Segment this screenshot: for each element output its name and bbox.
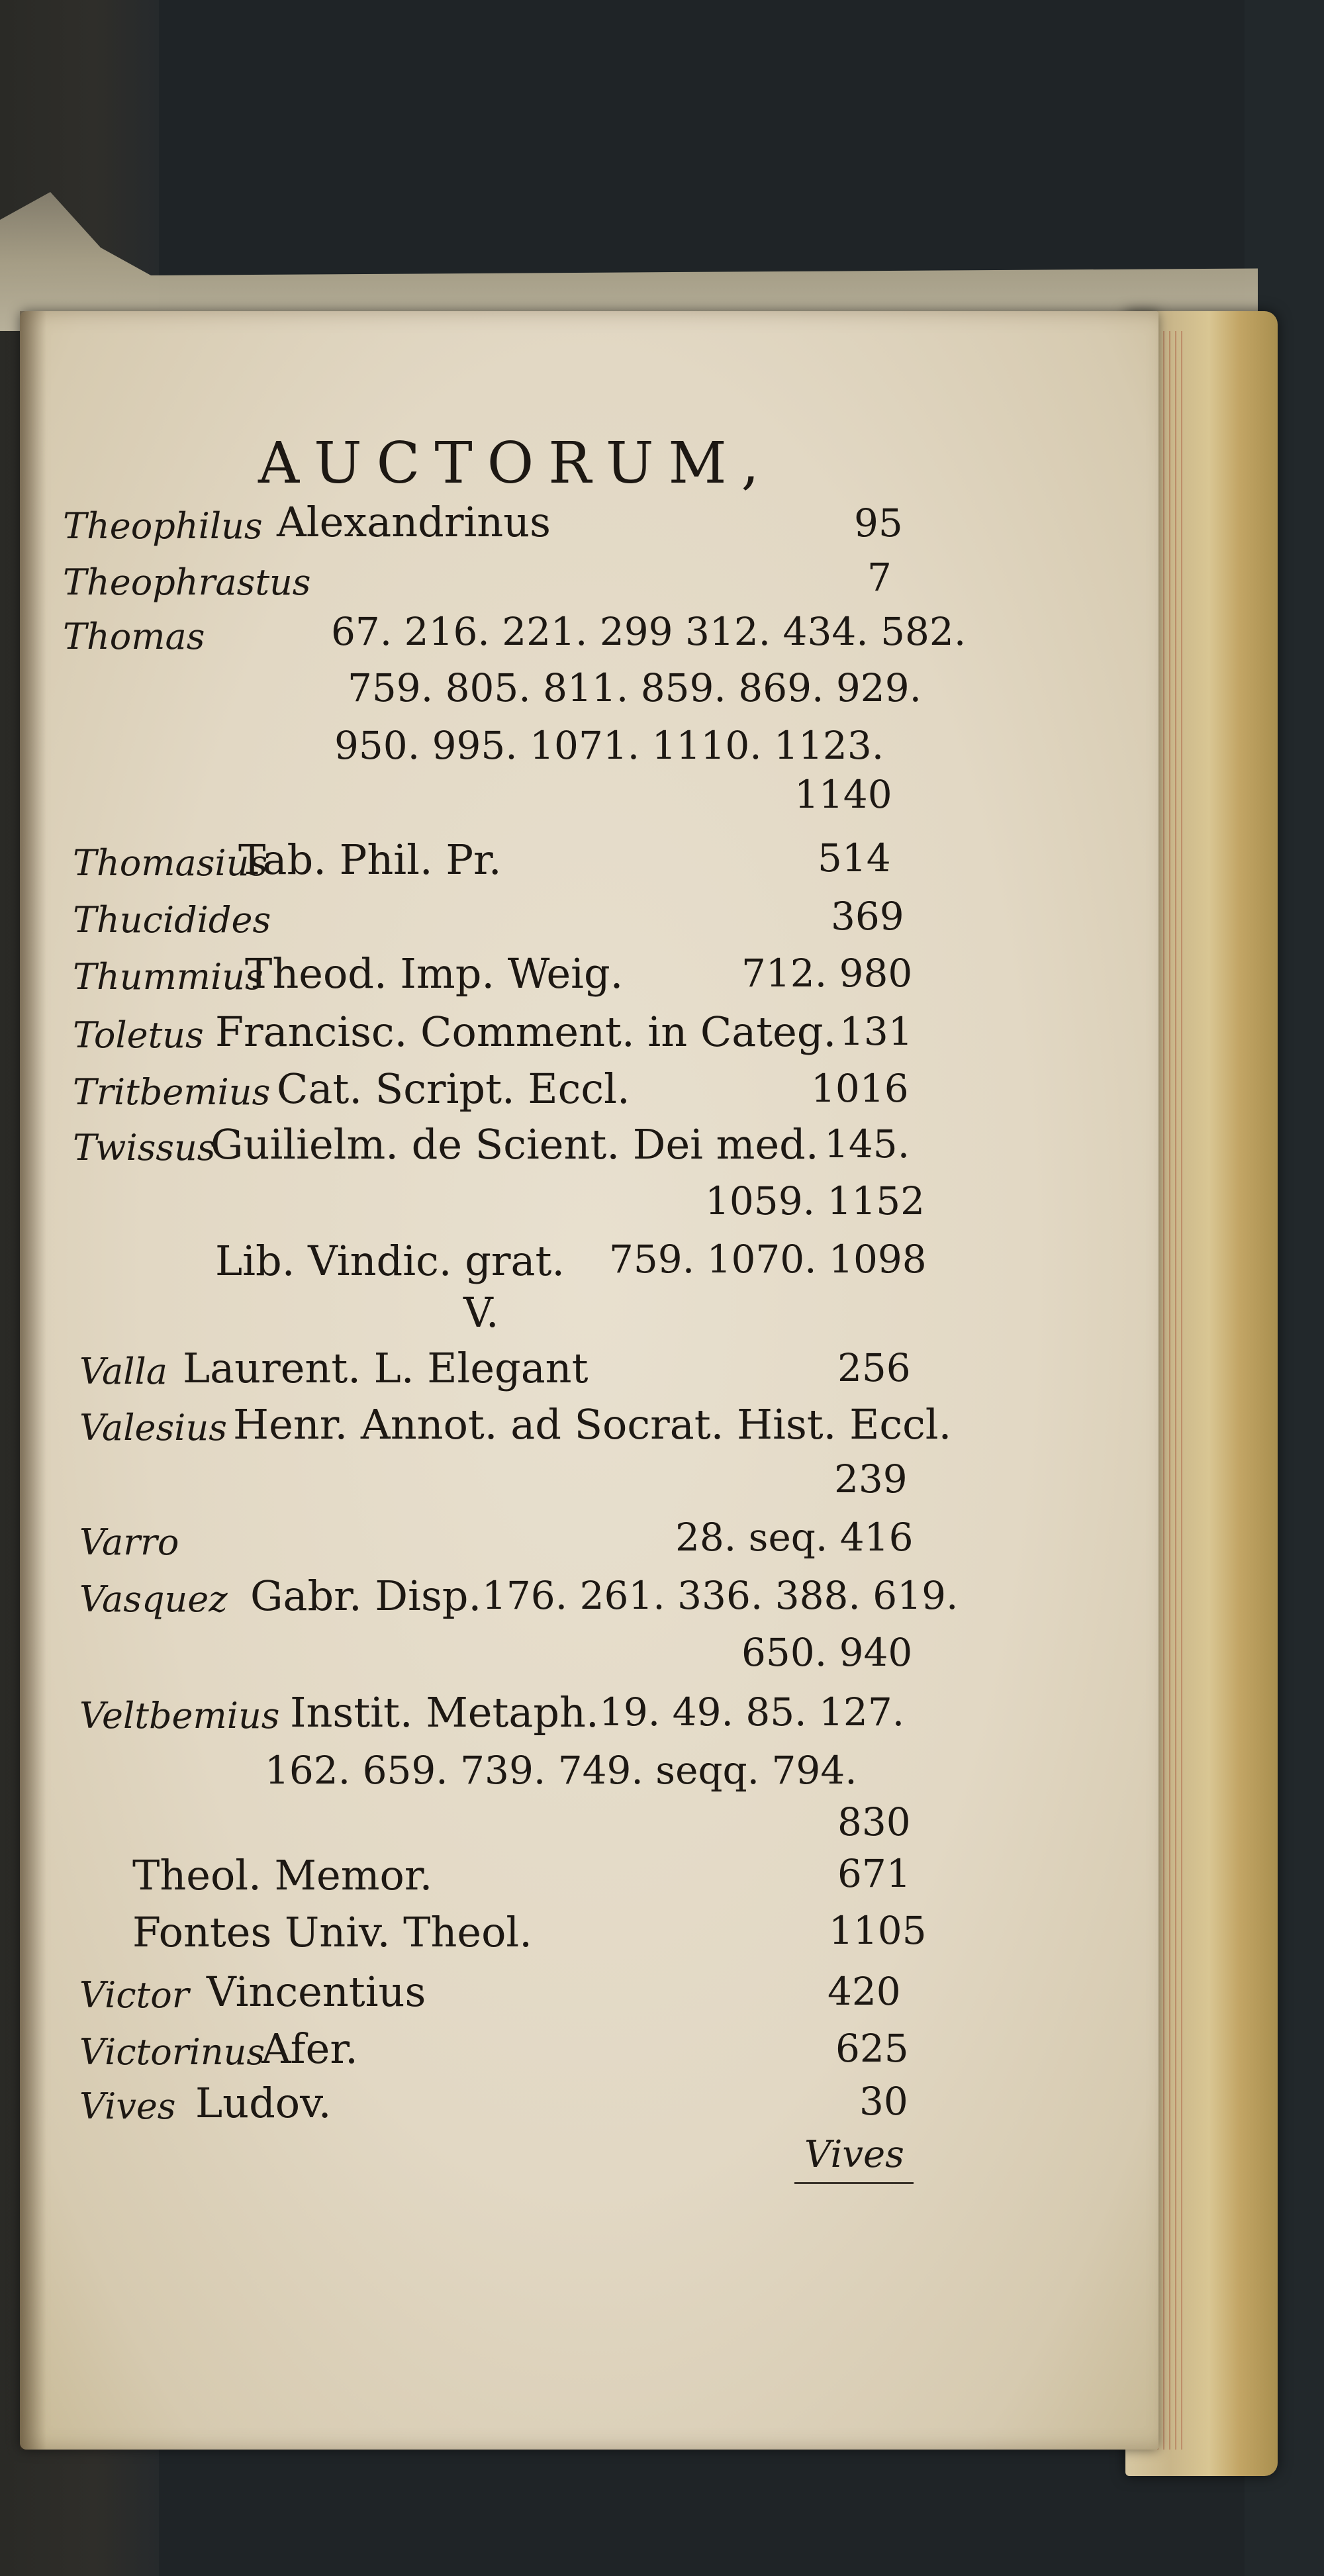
page-references: 162. 659. 739. 749. seqq. 794. xyxy=(265,1748,857,1793)
page-references: 759. 1070. 1098 xyxy=(609,1237,927,1282)
page-references: 67. 216. 221. 299 312. 434. 582. xyxy=(331,609,967,654)
page-references: 131 xyxy=(839,1009,913,1054)
page-references: 30 xyxy=(859,2079,908,2124)
author-description: Fontes Univ. Theol. xyxy=(132,1908,532,1956)
catchword: Vives xyxy=(804,2133,904,2176)
author-name: Vives xyxy=(79,2085,176,2127)
author-name: Toletus xyxy=(73,1014,204,1056)
author-description: Instit. Metaph. xyxy=(290,1688,599,1737)
author-name: Valla xyxy=(79,1351,167,1392)
page-references: 7 xyxy=(867,555,892,600)
page-references: 1105 xyxy=(829,1908,927,1953)
author-description: Cat. Script. Eccl. xyxy=(277,1065,630,1113)
author-name: Varro xyxy=(79,1521,179,1563)
torn-page-edge xyxy=(0,192,1258,331)
author-name: Thummius xyxy=(73,956,263,998)
page-references: 420 xyxy=(828,1969,901,2014)
author-name: Tritbemius xyxy=(73,1071,271,1113)
page-references: 950. 995. 1071. 1110. 1123. xyxy=(334,723,884,768)
catchword-underline xyxy=(794,2182,914,2184)
page-references: 625 xyxy=(835,2026,909,2071)
page-references: 369 xyxy=(831,894,904,939)
author-name: Theophilus xyxy=(63,505,263,547)
author-description: Laurent. L. Elegant xyxy=(183,1344,589,1392)
running-header: AUCTORUM, xyxy=(258,430,774,497)
author-description: Afer. xyxy=(261,2025,358,2073)
author-description: Francisc. Comment. in Categ. xyxy=(215,1008,837,1056)
author-name: Vasquez xyxy=(79,1578,228,1620)
author-name: Thomasius xyxy=(73,842,268,884)
page-references: 671 xyxy=(837,1851,911,1896)
page-references: 176. 261. 336. 388. 619. xyxy=(482,1573,959,1618)
author-description: Lib. Vindic. grat. xyxy=(215,1237,565,1285)
page-references: 1016 xyxy=(811,1066,909,1111)
author-name: Twissus xyxy=(73,1127,216,1169)
page-references: 514 xyxy=(818,835,891,881)
author-name: Valesius xyxy=(79,1407,227,1449)
author-name: Veltbemius xyxy=(79,1695,280,1737)
page-references: 145. xyxy=(824,1121,910,1167)
page-references: 19. 49. 85. 127. xyxy=(599,1690,905,1735)
author-name: Victorinus xyxy=(79,2031,265,2073)
page-references: 256 xyxy=(837,1345,911,1390)
page-references: 650. 940 xyxy=(741,1630,913,1675)
author-description: Theol. Memor. xyxy=(132,1851,433,1899)
page-references: 830 xyxy=(837,1799,911,1844)
page-references: 712. 980 xyxy=(741,951,913,996)
author-name: Theophrastus xyxy=(63,561,311,603)
section-letter: V. xyxy=(463,1288,499,1337)
author-description: Alexandrinus xyxy=(277,498,551,546)
gutter-shadow xyxy=(20,311,46,2450)
author-description: Guilielm. de Scient. Dei med. xyxy=(211,1120,819,1169)
author-name: Thucidides xyxy=(73,899,271,941)
author-description: Vincentius xyxy=(207,1968,426,2016)
author-description: Henr. Annot. ad Socrat. Hist. Eccl. xyxy=(233,1400,952,1449)
page-references: 95 xyxy=(854,501,903,546)
page-references: 1140 xyxy=(794,772,892,817)
author-description: Ludov. xyxy=(195,2079,332,2127)
author-description: Tab. Phil. Pr. xyxy=(238,835,502,884)
page-references: 28. seq. 416 xyxy=(675,1515,914,1560)
page-references: 1059. 1152 xyxy=(705,1178,925,1223)
author-name: Victor xyxy=(79,1974,189,2016)
author-description: Gabr. Disp. xyxy=(250,1572,482,1620)
author-description: Theod. Imp. Weig. xyxy=(245,949,624,998)
page-references: 239 xyxy=(834,1456,908,1502)
page-references: 759. 805. 811. 859. 869. 929. xyxy=(348,665,922,710)
author-name: Thomas xyxy=(63,616,205,657)
